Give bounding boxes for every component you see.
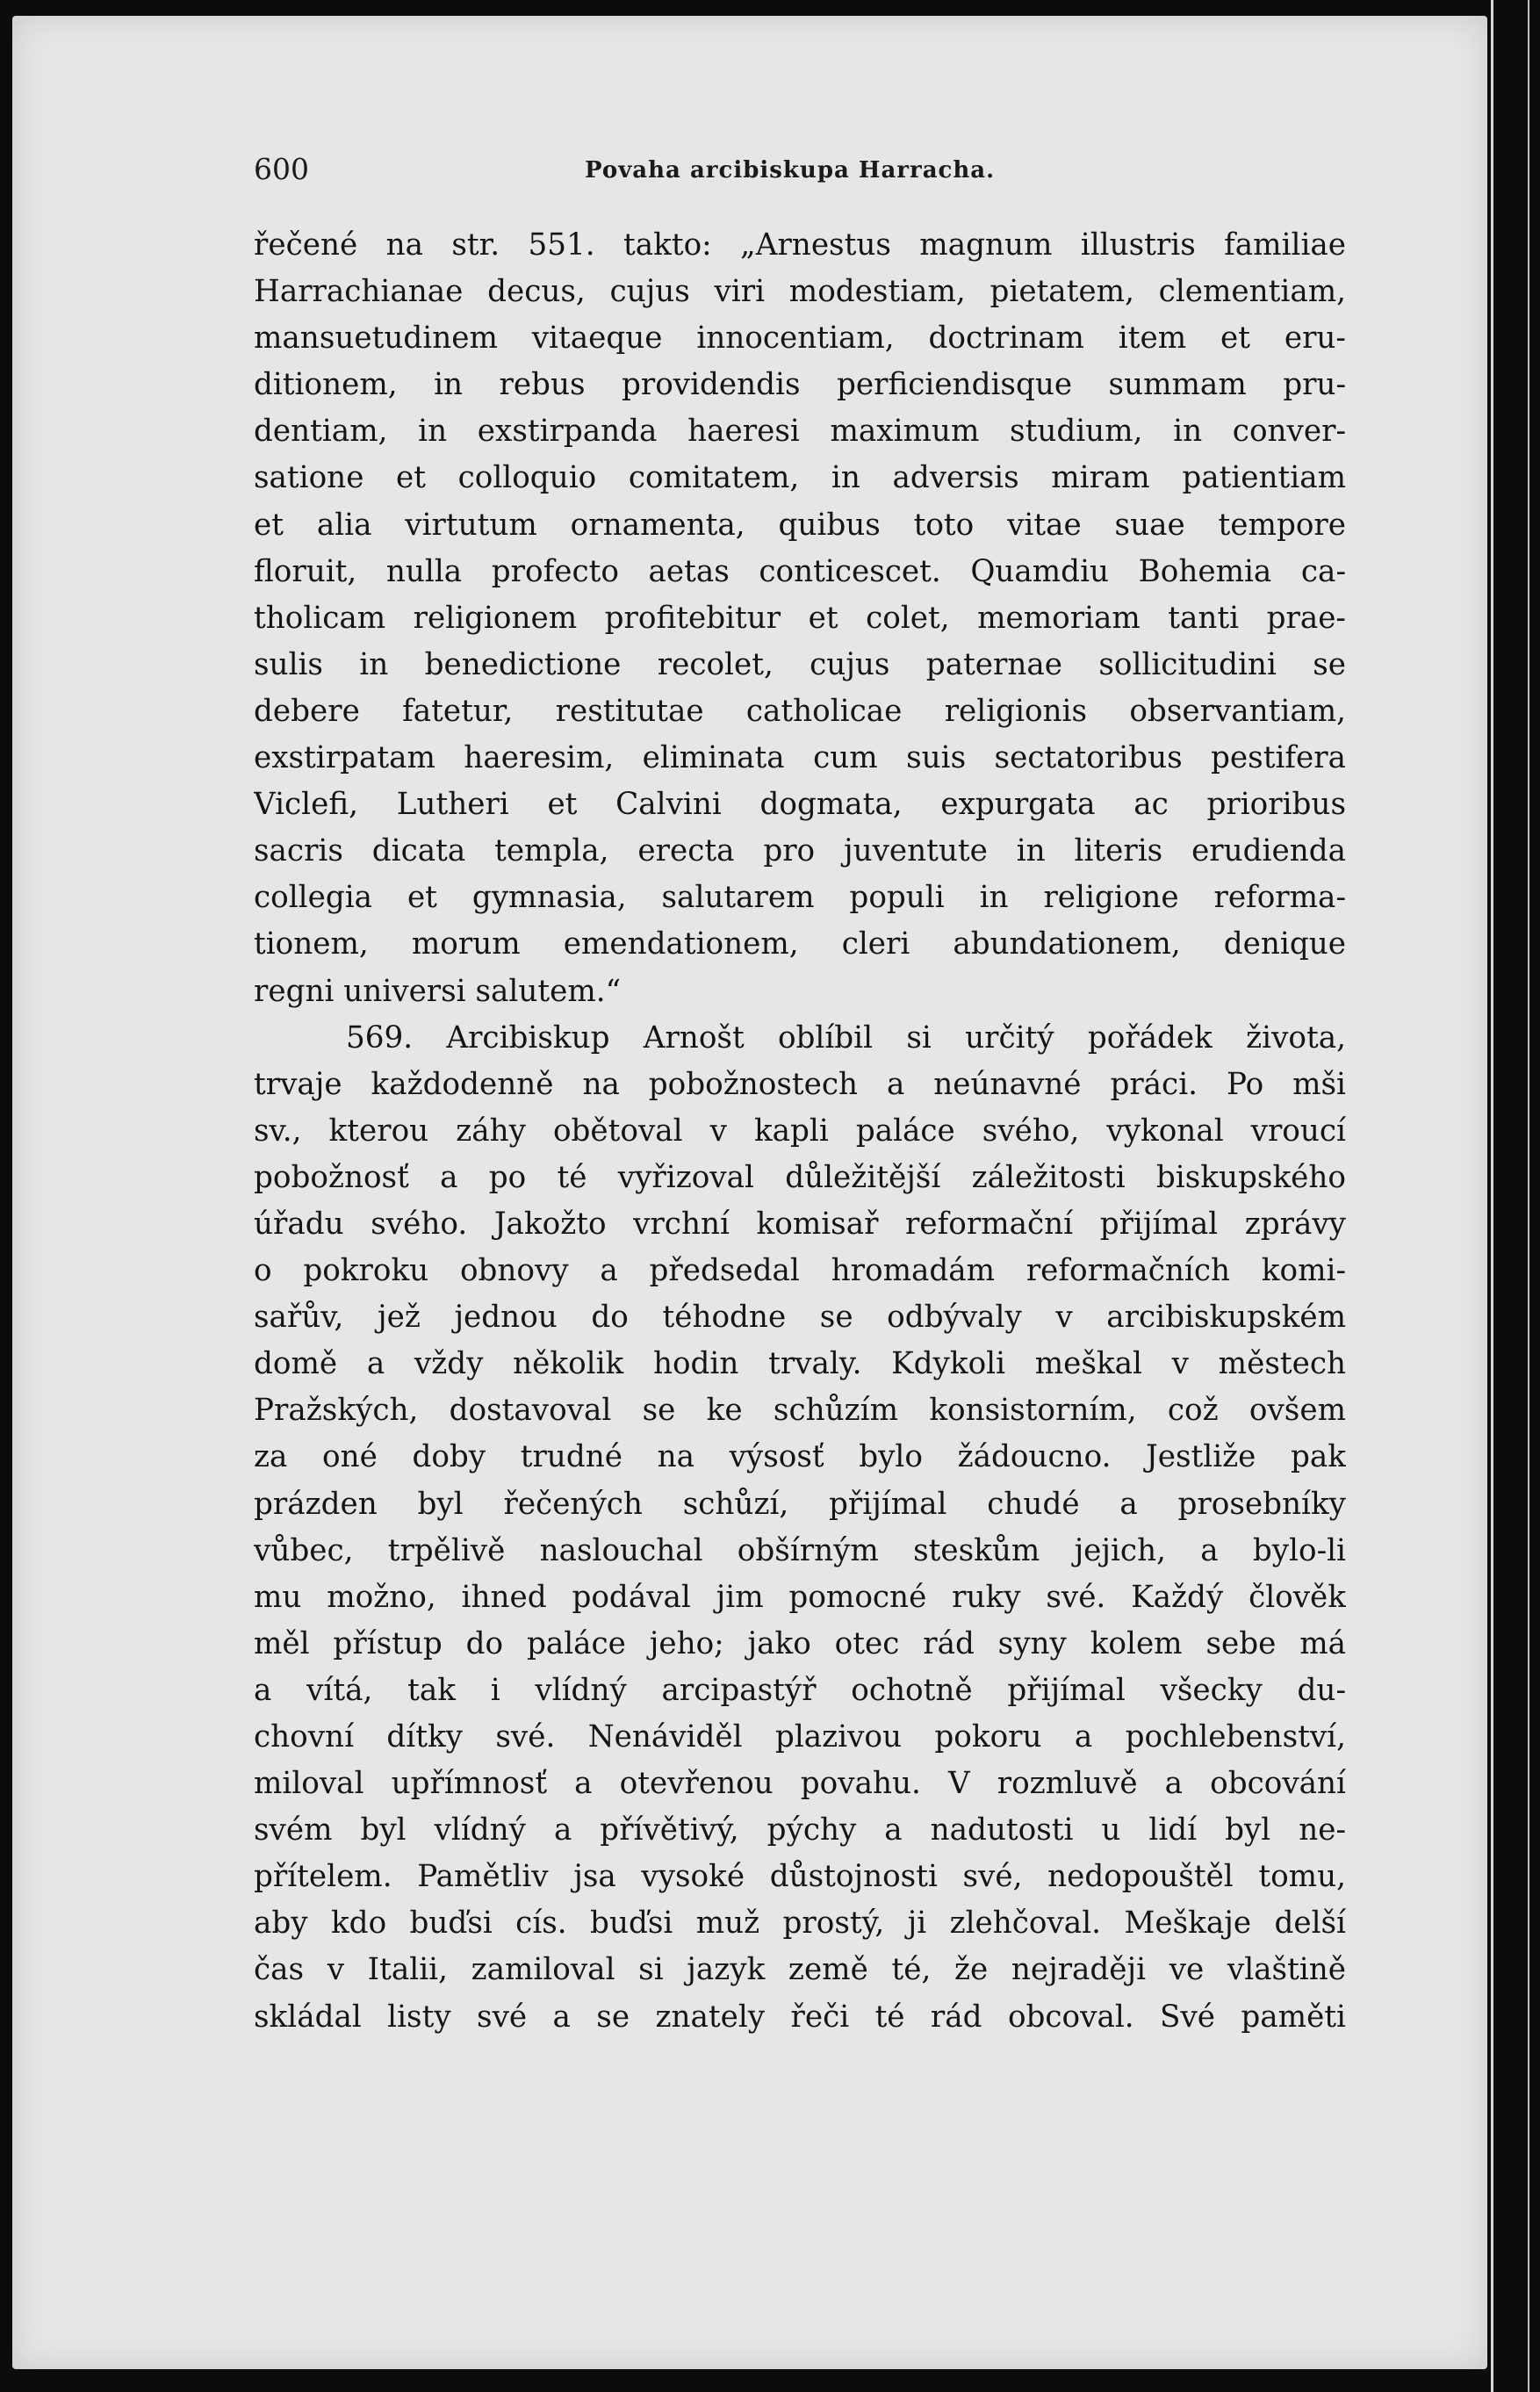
text-line: regni universi salutem.“: [254, 973, 622, 1009]
scan-edge-line: [1491, 0, 1493, 2392]
text-line: sařův, jež jednou do téhodne se odbývaly v arcibiskupském: [254, 1300, 1346, 1336]
text-line: dentiam, in exstirpanda haeresi maximum studium, in conver-: [254, 414, 1346, 450]
text-line: vůbec, trpělivě naslouchal obšírným steskům jejich, a bylo-li: [254, 1532, 1346, 1568]
text-line: domě a vždy několik hodin trvaly. Kdykoli meškal v městech: [254, 1346, 1346, 1382]
text-line: svém byl vlídný a přívětivý, pýchy a nadutosti u lidí byl ne-: [254, 1812, 1346, 1848]
text-line: o pokroku obnovy a předsedal hromadám reformačních komi-: [254, 1253, 1346, 1289]
scan-edge-line: [1528, 0, 1529, 2392]
text-line: satione et colloquio comitatem, in adversis miram patientiam: [254, 460, 1346, 496]
page-number: 600: [254, 152, 309, 186]
text-line: floruit, nulla profecto aetas conticescet. Quamdiu Bohemia ca-: [254, 553, 1346, 589]
text-line: tionem, morum emendationem, cleri abundationem, denique: [254, 926, 1346, 962]
text-line: prázden byl řečených schůzí, přijímal chudé a prosebníky: [254, 1486, 1346, 1522]
text-line: aby kdo buďsi cís. buďsi muž prostý, ji zlehčoval. Meškaje delší: [254, 1906, 1346, 1942]
text-line: collegia et gymnasia, salutarem populi in religione reforma-: [254, 880, 1346, 916]
text-line: přítelem. Pamětliv jsa vysoké důstojnosti své, nedopouštěl tomu,: [254, 1859, 1346, 1895]
text-line: exstirpatam haeresim, eliminata cum suis sectatoribus pestifera: [254, 740, 1346, 776]
text-line: čas v Italii, zamiloval si jazyk země té, že nejraději ve vlaštině: [254, 1952, 1346, 1988]
text-line: skládal listy své a se znately řeči té rád obcoval. Své paměti: [254, 1999, 1346, 2035]
text-line: chovní dítky své. Nenáviděl plazivou pokoru a pochlebenství,: [254, 1719, 1346, 1754]
text-line: sv., kterou záhy obětoval v kapli paláce svého, vykonal vroucí: [254, 1113, 1346, 1149]
text-line: a vítá, tak i vlídný arcipastýř ochotně přijímal všecky du-: [254, 1672, 1346, 1708]
body-text: [254, 222, 1346, 2041]
text-line: Viclefi, Lutheri et Calvini dogmata, expurgata ac prioribus: [254, 787, 1346, 823]
text-line: et alia virtutum ornamenta, quibus toto vitae suae tempore: [254, 507, 1346, 543]
text-line: řečené na str. 551. takto: „Arnestus magnum illustris familiae: [254, 227, 1346, 263]
paragraph-start-line: 569. Arcibiskup Arnošt oblíbil si určitý pořádek života,: [346, 1019, 1346, 1056]
running-title: Povaha arcibiskupa Harracha.: [585, 157, 996, 184]
text-line: ditionem, in rebus providendis perficiendisque summam pru-: [254, 367, 1346, 403]
text-line: Harrachianae decus, cujus viri modestiam, pietatem, clementiam,: [254, 274, 1346, 310]
page-header: [254, 152, 1351, 196]
text-line: Pražských, dostavoval se ke schůzím konsistorním, což ovšem: [254, 1393, 1346, 1429]
text-line: měl přístup do paláce jeho; jako otec rád syny kolem sebe má: [254, 1625, 1346, 1661]
text-line: mansuetudinem vitaeque innocentiam, doctrinam item et eru-: [254, 321, 1346, 357]
text-line: sacris dicata templa, erecta pro juventute in literis erudienda: [254, 833, 1346, 869]
text-line: debere fatetur, restitutae catholicae religionis observantiam,: [254, 693, 1346, 729]
text-line: pobožnosť a po té vyřizoval důležitější záležitosti biskupského: [254, 1159, 1346, 1195]
text-line: sulis in benedictione recolet, cujus paternae sollicitudini se: [254, 646, 1346, 682]
text-line: tholicam religionem profitebitur et colet, memoriam tanti prae-: [254, 600, 1346, 636]
text-line: trvaje každodenně na pobožnostech a neúnavné práci. Po mši: [254, 1066, 1346, 1102]
text-line: mu možno, ihned podával jim pomocné ruky své. Každý člověk: [254, 1579, 1346, 1615]
text-line: miloval upřímnosť a otevřenou povahu. V rozmluvě a obcování: [254, 1766, 1346, 1802]
text-line: za oné doby trudné na výsosť bylo žádoucno. Jestliže pak: [254, 1439, 1346, 1475]
text-line: úřadu svého. Jakožto vrchní komisař reformační přijímal zprávy: [254, 1206, 1346, 1242]
